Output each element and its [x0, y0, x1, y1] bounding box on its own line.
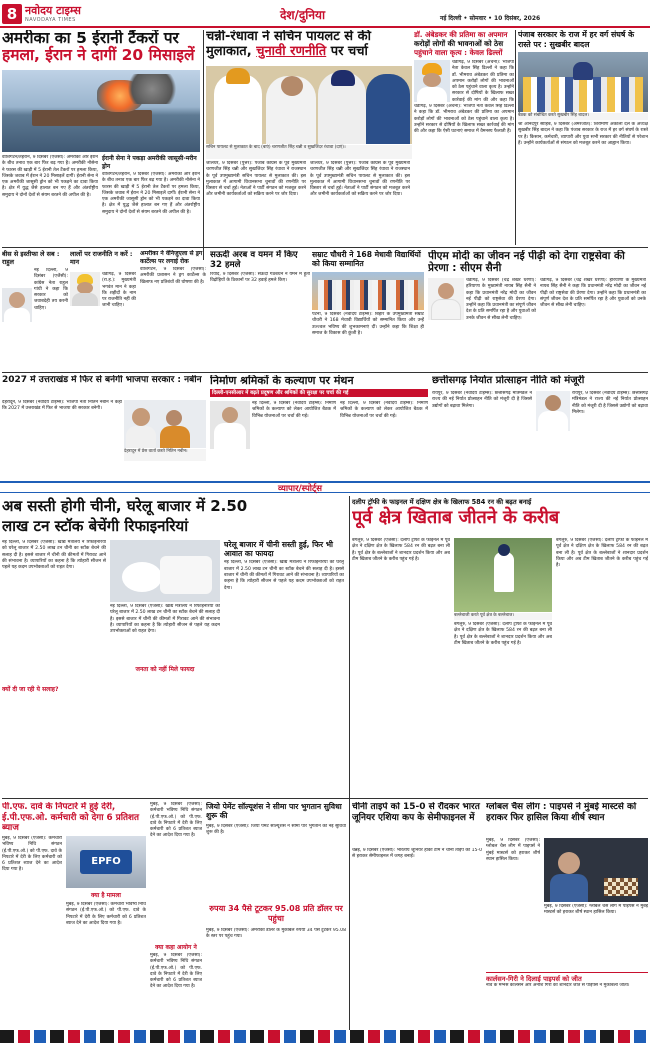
- chhattisgarh-story: [432, 375, 648, 477]
- drug-story: [140, 250, 206, 370]
- sugar-story: [2, 496, 346, 796]
- column-rule: [349, 496, 350, 1036]
- rahul-headline: बीस से इस्तीफा ले सब : राहुल: [2, 250, 60, 266]
- ambedkar-headline-line1: डॉ. अंबेडकर की प्रतिमा का अपमान: [414, 30, 508, 39]
- cricket-photo: [454, 538, 552, 612]
- bottom-registration-strip: [0, 1030, 650, 1043]
- drug-body: वाशिंगटन, 9 दिसंबर (एजैंसी): अमरीकी प्रशासन ने ड्रग कार्टेल्स के खिलाफ नए प्रतिबंधों की घोषणा की है।: [140, 267, 206, 285]
- channi-headline-part-a: मुलाकात,: [206, 43, 257, 59]
- nirman-body-col2: नई दिल्ली, 9 दिसंबर (नवोदय टाइम्स): निर्माण श्रमिकों के कल्याण को लेकर आयोजित बैठक में विभिन्न योजनाओं पर चर्चा की गई।: [340, 401, 428, 419]
- epfo-body: मुंबई, 9 दिसंबर (एजैंसी): कर्मचारी भविष्य निधि संगठन (ई.पी.एफ.ओ.) को पी.एफ. दावे के निपटारे में देरी के लिए कर्मचारी को 6 प्रतिशत ब्याज देने का आदेश दिया गया है।: [2, 836, 62, 873]
- column-rule: [515, 30, 516, 245]
- epfo-logo: EPFO: [80, 850, 132, 874]
- saudi-story: [210, 250, 310, 370]
- cricket-kicker: दलीप ट्रॉफी के फाइनल में दक्षिण क्षेत्र के खिलाफ 584 रन की बढ़त बनाई: [352, 498, 532, 506]
- paper-name-hindi: नवोदय टाइम्स: [25, 4, 81, 17]
- chhattisgarh-headline: छत्तीसगढ़ निर्यात प्रोत्साहन नीति को मंजूरी: [432, 375, 585, 386]
- hockey-headline: चीनी ताइपे को 15-0 से रौंदकर भारत जूनियर एशिया कप के सेमीफाइनल में: [352, 802, 480, 823]
- rupee-body: मुंबई, 9 दिसंबर (एजैंसी): अमरीकी डॉलर के मुकाबले रुपया 34 पैसे टूटकर 95.08 के स्तर पर पहुंच गया।: [206, 928, 346, 940]
- iran-headline-line1: अमरीका का 5 ईरानी टैंकरों पर: [2, 30, 179, 47]
- paper-name-english: NAVODAYA TIMES: [25, 17, 76, 23]
- channi-body-col2: जालंधर, 9 दिसंबर (पुत्तर): पंजाब कांग्रेस के पूर्व मुख्यमंत्री चरणजीत सिंह चन्नी और सुखजिंदर सिंह रंधावा ने राजस्थान के पूर्व उपमुख्यमंत्री सचिन पायलट से मुलाकात की। इस मुलाकात में आगामी विधानसभा चुनावों की रणनीति पर विस्तार से चर्चा हुई। नेताओं ने पार्टी संगठन को मजबूत करने और जमीनी कार्यकर्ताओं को सक्रिय करने पर जोर दिया।: [310, 161, 410, 198]
- badal-rally-photo: [518, 52, 648, 112]
- nirman-subhead: दिल्ली-एनसीआर में बढ़ते प्रदूषण और श्रमिकों की सुरक्षा पर चर्चा की गई: [210, 389, 428, 398]
- epfo-subhead-commission: क्या कहा आयोग ने: [155, 944, 197, 951]
- cricket-body-col2: बेंगलुरु, 9 दिसंबर (एजैंसी): दलीप ट्रॉफी के फाइनल में पूर्व क्षेत्र ने दक्षिण क्षेत्र के खिलाफ 584 रन की बढ़त बना ली है। पूर्व क्षेत्र के बल्लेबाजों ने शानदार प्रदर्शन किया और अब टीम खिताब जीतने के करीब पहुंच गई है।: [454, 622, 552, 646]
- punjab-politics-story: [206, 30, 412, 270]
- mann-headline: लालों पर राजनीति न करें : मान: [70, 250, 133, 266]
- carlsen-body: नॉर्वे के मैग्नस कार्लसन और अनीश गिरी की शानदार जीत से पाइपर्स ने मुकाबला जीता।: [486, 983, 630, 988]
- cricket-headline: पूर्व क्षेत्र खिताब जीतने के करीब: [352, 507, 560, 528]
- epfo-subhead-matter: क्या है मामला: [91, 892, 121, 899]
- rupee-headline: रुपया 34 पैसे टूटकर 95.08 प्रति डॉलर पर पहुंचा: [209, 904, 343, 923]
- jio-body: मुंबई, 9 दिसंबर (एजैंसी): जियो पेमेंट सॉल्यूशंस ने सीमा पार भुगतान की नई सुविधा शुरू की है।: [206, 824, 346, 836]
- carlsen-box: [486, 972, 648, 1028]
- badal-body: श्री आनंदपुर साहिब, 9 दिसंबर (अमरजीत): शिरोमणि अकाली दल के अध्यक्ष सुखबीर सिंह बादल ने कहा कि पंजाब सरकार के राज में हर वर्ग संघर्ष के रास्ते पर है। किसान, कर्मचारी, व्यापारी और युवा सभी सरकार की नीतियों से परेशान हैं। उन्होंने कार्यकर्ताओं से संगठन को मजबूत करने का आह्वान किया।: [518, 122, 648, 146]
- dhillon-photo: [414, 60, 450, 102]
- channi-headline-line2: [206, 45, 412, 60]
- epfo-building-photo: [66, 836, 146, 888]
- saini-story: [428, 250, 648, 370]
- bjp-photo: [124, 400, 206, 448]
- saudi-body: रियाद, 9 दिसंबर (एजैंसी): सऊदी गठबंधन ने यमन में हूती विद्रोहियों के ठिकानों पर 32 हवाई हमले किए।: [210, 272, 310, 284]
- chess-body-col2: मुंबई, 9 दिसंबर (एजैंसी): ग्लोबल चैस लीग में पाइपर्स ने मुंबई मास्टर्स को हराकर शीर्ष स्थान हासिल किया।: [544, 904, 648, 916]
- nirman-headline: निर्माण श्रमिकों के कल्याण पर मंथन: [210, 375, 354, 387]
- bjp-body: देहरादून, 9 दिसंबर (नवोदय टाइम्स): भाजपा नेता नितिन नबीन ने कहा कि 2027 में उत्तराखंड में फिर से भाजपा की सरकार बनेगी।: [2, 400, 122, 412]
- rupee-story: [206, 904, 346, 1026]
- ambedkar-headline-line3: पहुंचाने वाला कृत्य : केवल ढिल्लों: [414, 48, 503, 57]
- tanker-photo: [2, 70, 200, 152]
- sugar-body-col1: नई दिल्ली, 9 दिसंबर (एजैंसी): खाद्य मंत्रालय ने रिफाइनरियों को घरेलू बाजार में 2.50 लाख टन चीनी का स्टॉक बेचने की सलाह दी है। इससे बाजार में चीनी की कीमतों में गिरावट आने की संभावना है। व्यापारियों का कहना है कि त्योहारी सीजन से पहले यह कदम उपभोक्ताओं को राहत देगा।: [2, 540, 106, 571]
- jio-story: [206, 802, 346, 902]
- mann-body: चंडीगढ़, 9 दिसंबर (रा.ह.): मुख्यमंत्री भगवंत मान ने कहा कि शहीदों के नाम पर राजनीति नहीं की जानी चाहिए।: [102, 272, 136, 309]
- epfo-headline: पी.एफ. दावे के निपटारे में हुई देरी, ई.पी.एफ.ओ. कर्मचारी को देगा 6 प्रतिशत ब्याज: [2, 802, 140, 833]
- sugar-side-body: नई दिल्ली, 9 दिसंबर (एजैंसी): खाद्य मंत्रालय ने रिफाइनरियों को घरेलू बाजार में 2.50 लाख टन चीनी का स्टॉक बेचने की सलाह दी है। इससे बाजार में चीनी की कीमतों में गिरावट आने की संभावना है। व्यापारियों का कहना है कि त्योहारी सीजन से पहले यह कदम उपभोक्ताओं को राहत देगा।: [224, 560, 344, 591]
- cricket-story: [352, 506, 648, 796]
- badal-caption: बैठक को संबोधित करते सुखबीर सिंह बादल।: [518, 113, 648, 120]
- epfo-story: [2, 802, 146, 1026]
- masthead: [0, 0, 650, 28]
- chess-story: [486, 802, 648, 970]
- iran-story: [2, 30, 200, 260]
- row-rule: [2, 798, 648, 799]
- saini-body-col2: चंडीगढ़, 9 दिसंबर (चंद्र शेखर धरणी): हरियाणा के मुख्यमंत्री नायब सिंह सैनी ने कहा कि प्रधानमंत्री नरेंद्र मोदी का जीवन नई पीढ़ी को राष्ट्रसेवा की प्रेरणा देगा। उन्होंने कहा कि प्रधानमंत्री का संपूर्ण जीवन देश के प्रति समर्पित रहा है और युवाओं को उनके जीवन से सीख लेनी चाहिए।: [540, 278, 646, 309]
- section-title: देश/दुनिया: [280, 8, 326, 22]
- ambedkar-story: [414, 30, 514, 245]
- chess-photo: [544, 838, 648, 902]
- pilot-photo-caption: सचिन पायलट से मुलाकात के बाद (बाएं) चरणजीत सिंह चन्नी व सुखजिंदर रंधावा (दाएं)।: [206, 145, 412, 159]
- samrat-story: [312, 250, 424, 370]
- section-bar: [0, 481, 650, 493]
- iran-body: वॉशिंगटन/तेहरान, 9 दिसंबर (एजैंसी): अमरीका और ईरान के बीच तनाव एक बार फिर बढ़ गया है। अमरीकी नौसेना ने फारस की खाड़ी में 5 ईरानी तेल टैंकरों पर हमला किया, जिसके जवाब में ईरान ने 20 मिसाइलें दागीं। ईरानी सेना ने एक अमरीकी जासूसी ड्रोन को भी पकड़ने का दावा किया है। क्षेत्र में युद्ध जैसे हालात बन गए हैं और अंतर्राष्ट्रीय समुदाय ने दोनों देशों से संयम बरतने की अपील की है।: [2, 155, 98, 198]
- samrat-photo: [312, 272, 424, 310]
- jio-headline: जियो पेमेंट सॉल्यूशंस ने सीमा पार भुगतान सुविधा शुरू की: [206, 802, 342, 821]
- hockey-body: चेन्नई, 9 दिसंबर (एजैंसी): भारतीय जूनियर हॉकी टीम ने चीनी ताइपे को 15-0 से हराकर सेमीफाइनल में जगह बनाई।: [352, 848, 482, 860]
- nirman-body-col1: नई दिल्ली, 9 दिसंबर (नवोदय टाइम्स): निर्माण श्रमिकों के कल्याण को लेकर आयोजित बैठक में विभिन्न योजनाओं पर चर्चा की गई।: [252, 401, 336, 419]
- epfo-body-col4: मुंबई, 9 दिसंबर (एजैंसी): कर्मचारी भविष्य निधि संगठन (ई.पी.एफ.ओ.) को पी.एफ. दावे के निपटारे में देरी के लिए कर्मचारी को 6 प्रतिशत ब्याज देने का आदेश दिया गया है।: [150, 953, 202, 990]
- saini-body-col1: चंडीगढ़, 9 दिसंबर (चंद्र शेखर धरणी): हरियाणा के मुख्यमंत्री नायब सिंह सैनी ने कहा कि प्रधानमंत्री नरेंद्र मोदी का जीवन नई पीढ़ी को राष्ट्रसेवा की प्रेरणा देगा। उन्होंने कहा कि प्रधानमंत्री का संपूर्ण जीवन देश के प्रति समर्पित रहा है और युवाओं को उनके जीवन से सीख लेनी चाहिए।: [466, 278, 536, 321]
- row-rule: [2, 247, 648, 248]
- mann-story: [70, 250, 136, 370]
- chess-headline: ग्लोबल चैस लीग : पाइपर्स ने मुंबई मास्टर्स को हराकर फिर हासिल किया शीर्ष स्थान: [486, 802, 637, 823]
- cricket-caption: बल्लेबाजी करते पूर्व क्षेत्र के बल्लेबाज।: [454, 613, 552, 620]
- chess-body-col1: मुंबई, 9 दिसंबर (एजैंसी): ग्लोबल चैस लीग में पाइपर्स ने मुंबई मास्टर्स को हराकर शीर्ष स्थान हासिल किया।: [486, 838, 540, 862]
- nirman-story: [210, 375, 428, 477]
- saini-headline: पीएम मोदी का जीवन नई पीढ़ी को देगा राष्ट्रसेवा की प्रेरणा : सीएम सैनी: [428, 250, 625, 274]
- drug-headline: अमरीका ने वेनिजुएला से ड्रग कार्टेल्स पर लगाई रोक: [140, 250, 203, 265]
- saudi-headline: सऊदी अरब व यमन में किए 32 हमले: [210, 250, 298, 270]
- chhattisgarh-photo: [536, 391, 570, 431]
- ambedkar-body-cont: चंडीगढ़, 9 दिसंबर (अर्चना): भाजपा नेता केवल सिंह ढिल्लों ने कहा कि डॉ. भीमराव अंबेडकर की प्रतिमा का अपमान करोड़ों लोगों की भावनाओं को ठेस पहुंचाने वाला कृत्य है। उन्होंने सरकार से दोषियों के खिलाफ सख्त कार्रवाई की मांग की और कहा कि ऐसी घटनाएं समाज में वैमनस्य फैलाती हैं।: [414, 104, 514, 135]
- iran-side-body: वॉशिंगटन/तेहरान, 9 दिसंबर (एजैंसी): अमरीका और ईरान के बीच तनाव एक बार फिर बढ़ गया है। अमरीकी नौसेना ने फारस की खाड़ी में 5 ईरानी तेल टैंकरों पर हमला किया, जिसके जवाब में ईरान ने 20 मिसाइलें दागीं। ईरानी सेना ने एक अमरीकी जासूसी ड्रोन को भी पकड़ने का दावा किया है। क्षेत्र में युद्ध जैसे हालात बन गए हैं और अंतर्राष्ट्रीय समुदाय ने दोनों देशों से संयम बरतने की अपील की है।: [102, 172, 200, 215]
- channi-headline-part-b: चुनावी रणनीति: [256, 43, 327, 59]
- samrat-body: पटना, 9 दिसंबर (नवोदय टाइम्स): बिहार के उपमुख्यमंत्री सम्राट चौधरी ने 168 मेधावी विद्यार्थियों को सम्मानित किया और उन्हें उज्ज्वल भविष्य की शुभकामनाएं दीं। उन्होंने कहा कि शिक्षा ही समाज के विकास की कुंजी है।: [312, 312, 424, 336]
- dateline: नई दिल्ली • सोमवार • 10 दिसंबर, 2026: [440, 15, 541, 22]
- sugar-subhead-why: क्यों दी जा रही ये सलाह?: [2, 686, 106, 693]
- channi-body-col1: जालंधर, 9 दिसंबर (पुत्तर): पंजाब कांग्रेस के पूर्व मुख्यमंत्री चरणजीत सिंह चन्नी और सुखजिंदर सिंह रंधावा ने राजस्थान के पूर्व उपमुख्यमंत्री सचिन पायलट से मुलाकात की। इस मुलाकात में आगामी विधानसभा चुनावों की रणनीति पर विस्तार से चर्चा हुई। नेताओं ने पार्टी संगठन को मजबूत करने और जमीनी कार्यकर्ताओं को सक्रिय करने पर जोर दिया।: [206, 161, 306, 198]
- bjp-headline: 2027 में उत्तराखंड में फिर से बनेगी भाजपा सरकार : नबीन: [2, 375, 202, 385]
- pilot-meeting-photo: [206, 66, 412, 144]
- business-section-label: व्यापार/स्पोर्ट्स: [278, 484, 323, 494]
- hockey-story: [352, 802, 482, 1026]
- sugar-side-box: [224, 540, 344, 796]
- iran-side-box: [102, 155, 200, 260]
- badal-headline: पंजाब सरकार के राज में हर वर्ग संघर्ष के रास्ते पर : सुखबीर बादल: [518, 30, 635, 49]
- sugar-side-headline: घरेलू बाजार में चीनी सस्ती हुई, फिर भी आवात का फायदा: [224, 540, 334, 559]
- channi-headline-line1: चन्नी-रंधावा ने सचिन पायलट से की: [206, 30, 371, 44]
- epfo-body-col2: मुंबई, 9 दिसंबर (एजैंसी): कर्मचारी भविष्य निधि संगठन (ई.पी.एफ.ओ.) को पी.एफ. दावे के निपटारे में देरी के लिए कर्मचारी को 6 प्रतिशत ब्याज देने का आदेश दिया गया है।: [66, 902, 146, 926]
- samrat-headline: सम्राट चौधरी ने 168 मेधावी विद्यार्थियों को किया सम्मानित: [312, 250, 421, 269]
- rahul-story: [2, 250, 68, 370]
- saini-photo: [428, 278, 464, 320]
- ambedkar-body: चंडीगढ़, 9 दिसंबर (अर्चना): भाजपा नेता केवल सिंह ढिल्लों ने कहा कि डॉ. भीमराव अंबेडकर की प्रतिमा का अपमान करोड़ों लोगों की भावनाओं को ठेस पहुंचाने वाला कृत्य है। उन्होंने सरकार से दोषियों के खिलाफ सख्त कार्रवाई की मांग की और कहा कि: [452, 60, 514, 102]
- bjp-caption: देहरादून में प्रेस वार्ता करते नितिन नबीन।: [124, 449, 206, 461]
- iran-side-headline: ईरानी सेना ने पकड़ा अमरीकी जासूसी-मरीन ड्रोन: [102, 155, 197, 170]
- chhattisgarh-body-col2: रायपुर, 9 दिसंबर (नवोदय टाइम्स): छत्तीसगढ़ मंत्रिमंडल ने राज्य की नई निर्यात प्रोत्साहन नीति को मंजूरी दी है जिससे उद्योगों को बढ़ावा मिलेगा।: [572, 391, 648, 415]
- row-rule: [2, 372, 648, 373]
- epfo-cont: [150, 802, 202, 1026]
- ambedkar-headline-line2: करोड़ों लोगों की भावनाओं को ठेस: [414, 39, 504, 48]
- carlsen-headline: कार्लसन-गिरी ने दिलाई पाइपर्स को जीत: [486, 975, 582, 983]
- sugar-body-col2: नई दिल्ली, 9 दिसंबर (एजैंसी): खाद्य मंत्रालय ने रिफाइनरियों को घरेलू बाजार में 2.50 लाख टन चीनी का स्टॉक बेचने की सलाह दी है। इससे बाजार में चीनी की कीमतों में गिरावट आने की संभावना है। व्यापारियों का कहना है कि त्योहारी सीजन से पहले यह कदम उपभोक्ताओं को राहत देगा।: [110, 604, 220, 635]
- sugar-photo: [110, 540, 220, 602]
- channi-headline-part-c: पर चर्चा: [326, 43, 368, 59]
- sugar-headline-line1: अब सस्ती होगी चीनी, घरेलू बाजार में 2.50: [2, 497, 248, 515]
- sugar-subhead-public: जनता को नहीं मिले फायदा: [110, 666, 220, 673]
- page-number: 8: [2, 4, 22, 24]
- rahul-body: नई दिल्ली, 9 दिसंबर (एजैंसी): कांग्रेस नेता राहुल गांधी ने कहा कि सरकार को जवाबदेही तय करनी चाहिए।: [34, 268, 68, 311]
- cricket-body-col1: बेंगलुरु, 9 दिसंबर (एजैंसी): दलीप ट्रॉफी के फाइनल में पूर्व क्षेत्र ने दक्षिण क्षेत्र के खिलाफ 584 रन की बढ़त बना ली है। पूर्व क्षेत्र के बल्लेबाजों ने शानदार प्रदर्शन किया और अब टीम खिताब जीतने के करीब पहुंच गई है।: [352, 538, 450, 562]
- epfo-body-col3: मुंबई, 9 दिसंबर (एजैंसी): कर्मचारी भविष्य निधि संगठन (ई.पी.एफ.ओ.) को पी.एफ. दावे के निपटारे में देरी के लिए कर्मचारी को 6 प्रतिशत ब्याज देने का आदेश दिया गया है।: [150, 802, 202, 839]
- nirman-photo: [210, 401, 250, 449]
- column-rule: [203, 30, 204, 260]
- sugar-headline-line2: लाख टन स्टॉक बेचेंगी रिफाइनरियां: [2, 517, 189, 535]
- badal-story: [518, 30, 648, 245]
- iran-headline-line2: हमला, ईरान ने दागीं 20 मिसाइलें: [2, 46, 195, 65]
- chhattisgarh-body-col1: रायपुर, 9 दिसंबर (नवोदय टाइम्स): छत्तीसगढ़ मंत्रिमंडल ने राज्य की नई निर्यात प्रोत्साहन नीति को मंजूरी दी है जिससे उद्योगों को बढ़ावा मिलेगा।: [432, 391, 532, 409]
- bjp-story: [2, 375, 206, 477]
- cricket-body-col3: बेंगलुरु, 9 दिसंबर (एजैंसी): दलीप ट्रॉफी के फाइनल में पूर्व क्षेत्र ने दक्षिण क्षेत्र के खिलाफ 584 रन की बढ़त बना ली है। पूर्व क्षेत्र के बल्लेबाजों ने शानदार प्रदर्शन किया और अब टीम खिताब जीतने के करीब पहुंच गई है।: [556, 538, 648, 569]
